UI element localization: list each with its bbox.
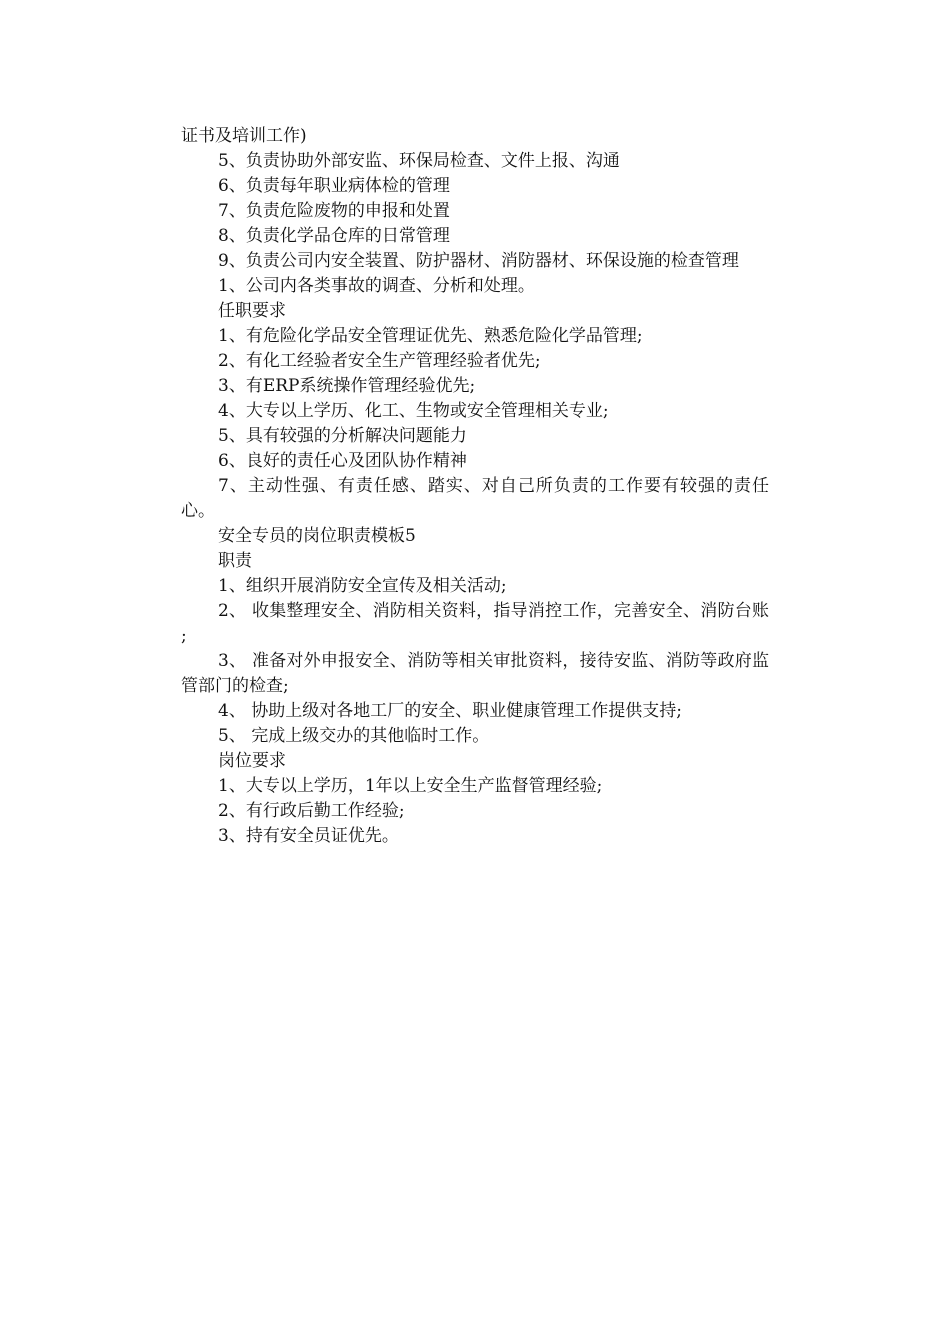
duty-item-1: 1、组织开展消防安全宣传及相关活动; (218, 576, 507, 596)
requirement-item-1: 1、有危险化学品安全管理证优先、熟悉危险化学品管理; (218, 326, 643, 346)
requirement-item-3: 3、有ERP系统操作管理经验优先; (218, 376, 476, 396)
template-title: 安全专员的岗位职责模板5 (218, 526, 416, 546)
duty-item-accident: 1、公司内各类事故的调查、分析和处理。 (218, 276, 535, 296)
duty-item-6: 6、负责每年职业病体检的管理 (218, 176, 450, 196)
requirement-item-2: 2、有化工经验者安全生产管理经验者优先; (218, 351, 541, 371)
duty-item-4: 4、 协助上级对各地工厂的安全、职业健康管理工作提供支持; (218, 701, 682, 721)
requirement-item-6: 6、良好的责任心及团队协作精神 (218, 451, 467, 471)
paragraph-continuation: 证书及培训工作) (181, 126, 307, 146)
duty-item-2: 2、 收集整理安全、消防相关资料，指导消控工作，完善安全、消防台账 ; (181, 601, 775, 646)
position-requirement-1: 1、大专以上学历，1年以上安全生产监督管理经验; (218, 776, 603, 796)
requirement-item-4: 4、大专以上学历、化工、生物或安全管理相关专业; (218, 401, 609, 421)
document-body (181, 124, 775, 849)
requirement-item-5: 5、具有较强的分析解决问题能力 (218, 426, 467, 446)
duty-item-9: 9、负责公司内安全装置、防护器材、消防器材、环保设施的检查管理 (218, 251, 739, 271)
position-requirement-2: 2、有行政后勤工作经验; (218, 801, 405, 821)
requirement-item-7: 7、主动性强、有责任感、踏实、对自己所负责的工作要有较强的责任心。 (181, 476, 769, 521)
duty-item-5: 5、负责协助外部安监、环保局检查、文件上报、沟通 (218, 151, 620, 171)
duty-item-5b: 5、 完成上级交办的其他临时工作。 (218, 726, 490, 746)
section-heading-requirements: 任职要求 (218, 301, 286, 321)
position-requirement-3: 3、持有安全员证优先。 (218, 826, 399, 846)
section-heading-duties: 职责 (218, 551, 252, 571)
duty-item-3: 3、 准备对外申报安全、消防等相关审批资料，接待安监、消防等政府监管部门的检查; (181, 651, 769, 696)
duty-item-7: 7、负责危险废物的申报和处置 (218, 201, 450, 221)
duty-item-8: 8、负责化学品仓库的日常管理 (218, 226, 450, 246)
section-heading-position-requirements: 岗位要求 (218, 751, 286, 771)
